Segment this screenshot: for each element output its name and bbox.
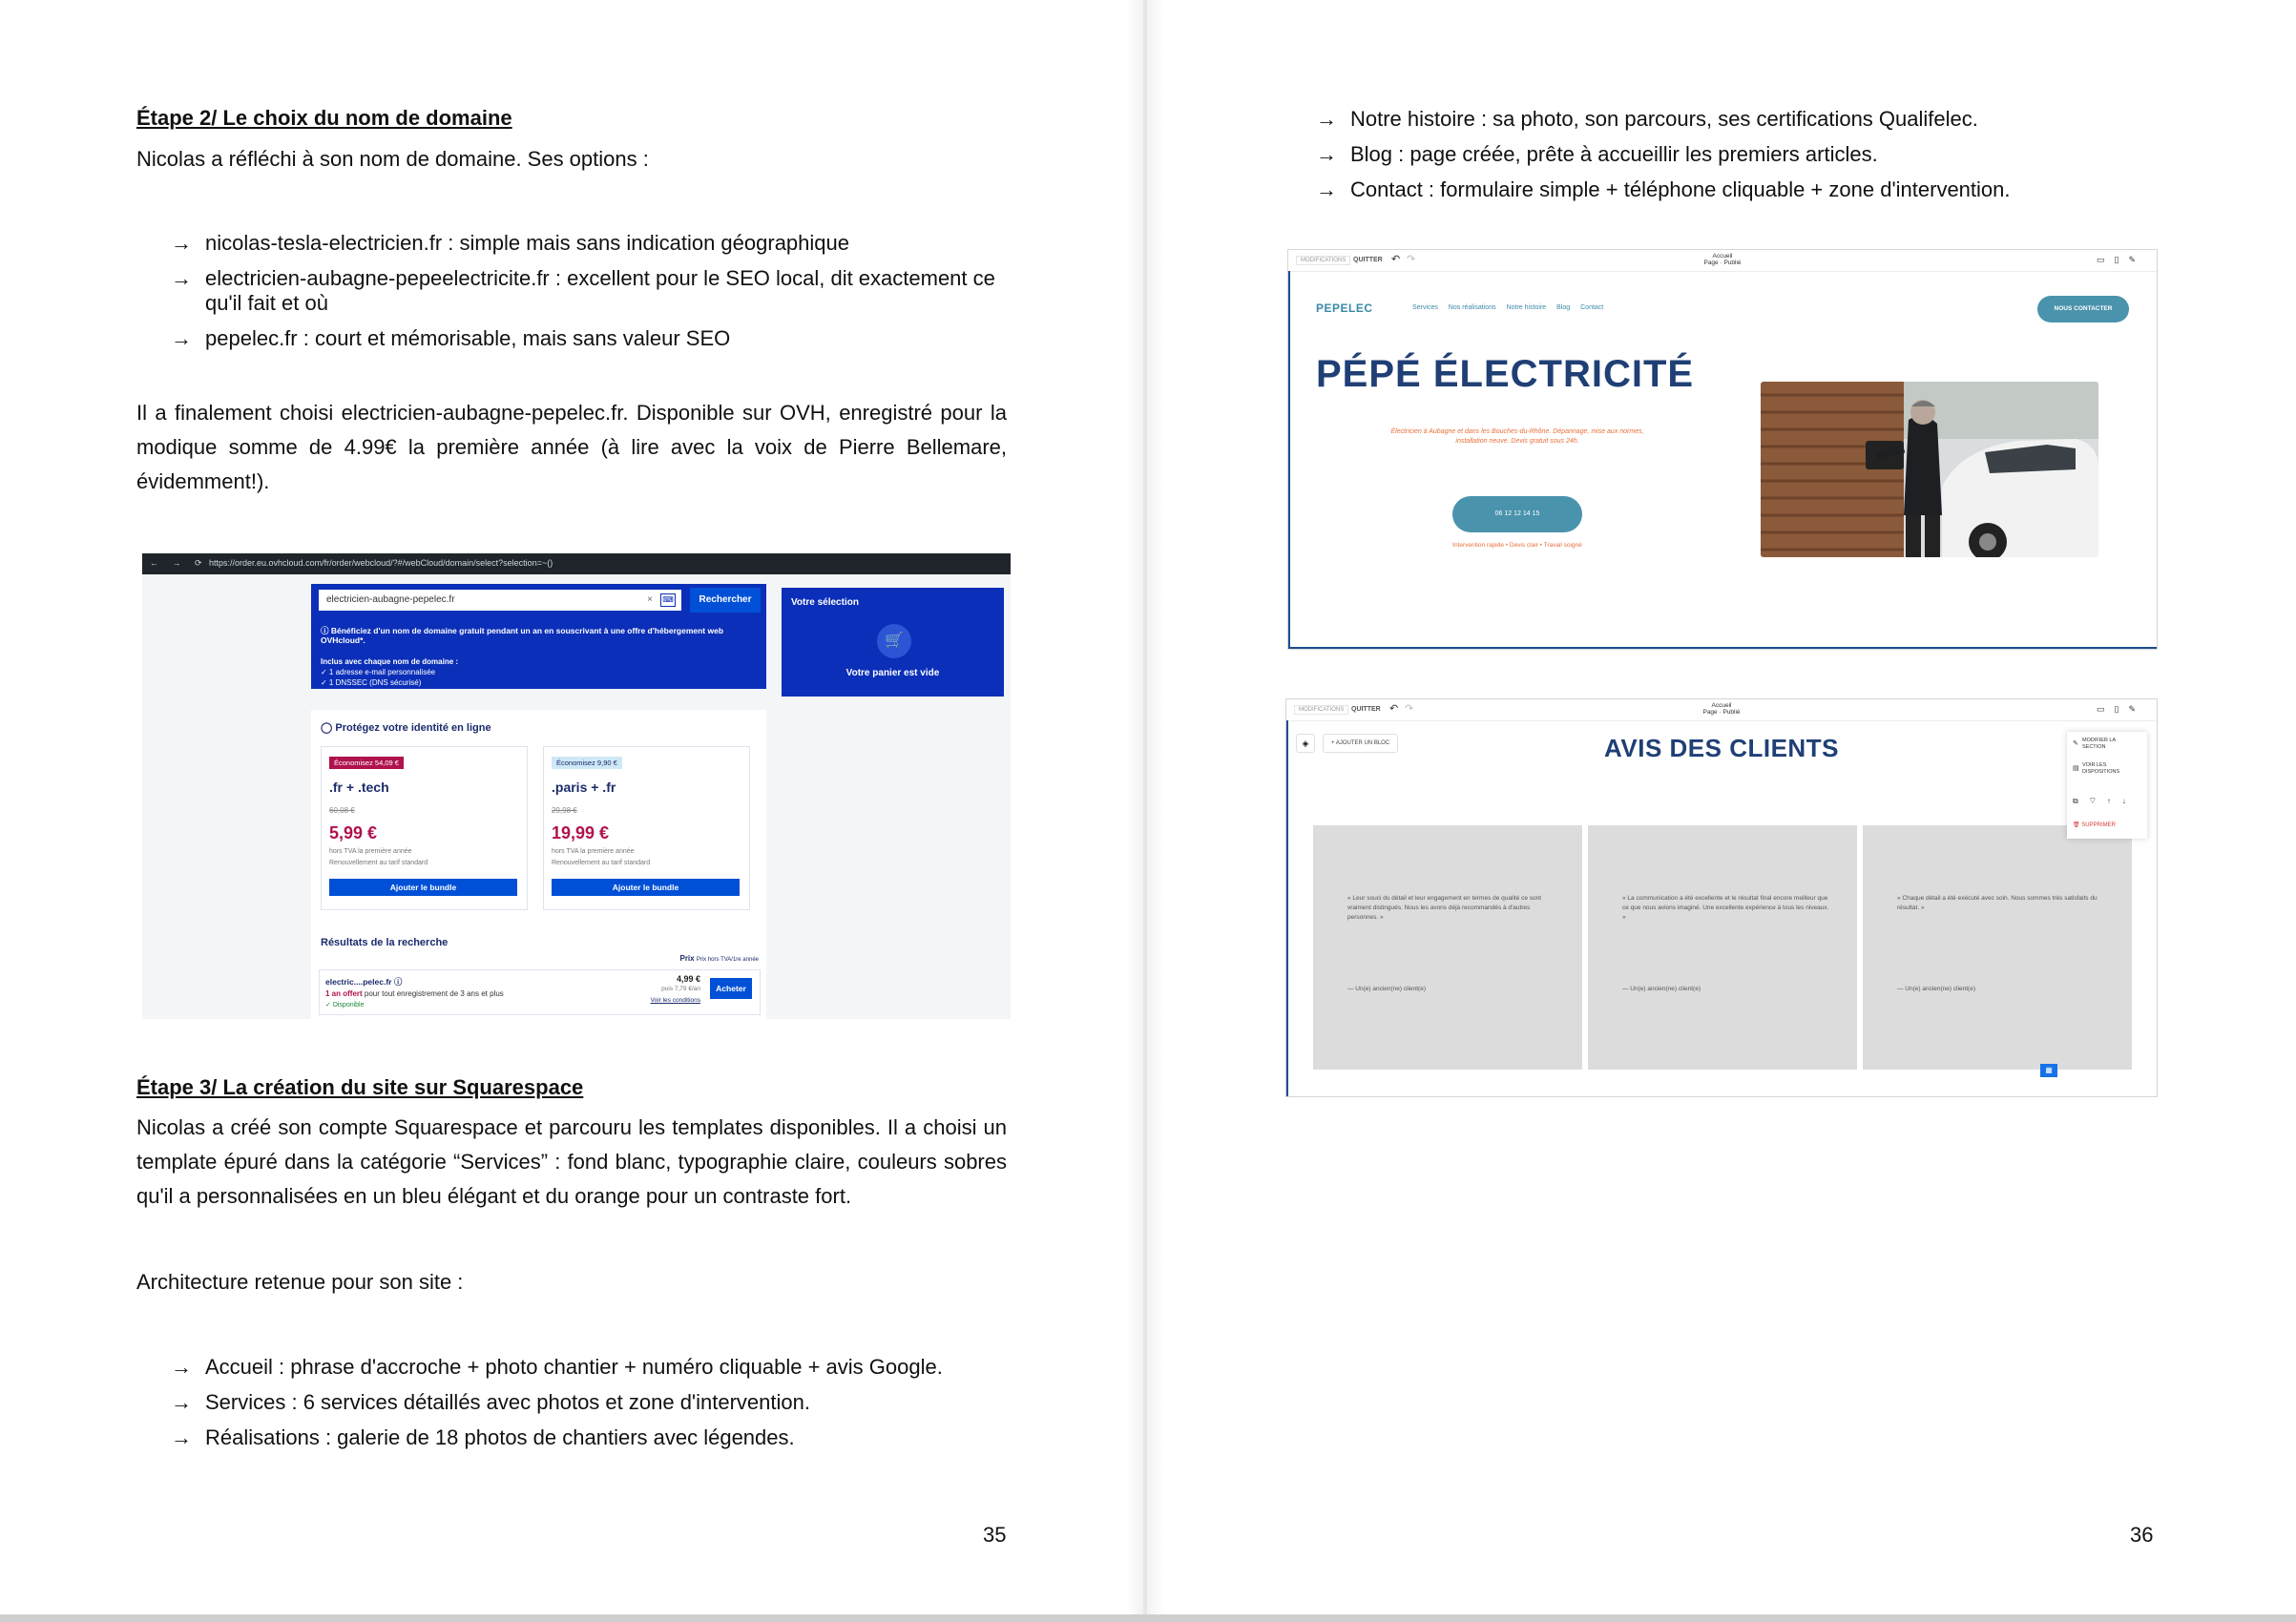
selection-border xyxy=(1288,647,2157,649)
cart-empty-text: Votre panier est vide xyxy=(845,668,940,678)
result-offer: 1 an offert pour tout enregistrement de 3 ans et plus xyxy=(325,989,504,998)
keyboard-icon: ⌨ xyxy=(660,593,676,607)
savings-badge: Économisez 9,90 € xyxy=(552,757,622,769)
search-button[interactable]: Rechercher xyxy=(690,588,761,613)
arrow-icon: → xyxy=(171,231,192,255)
edit-mode-badge: MODIFICATIONS xyxy=(1294,705,1348,715)
domain-search-input[interactable]: electricien-aubagne-pepelec.fr × ⌨ xyxy=(319,590,681,611)
list-item: → Notre histoire : sa photo, son parcours, ses certifications Qualifelec. xyxy=(1316,107,1978,131)
etape3-paragraph: Nicolas a créé son compte Squarespace et parcouru les templates disponibles. Il a choisi un template épuré dans la catégorie “Services” : fond blanc, typographie claire, couleurs sobres qu'il a personnalisées en un bleu élégant et du orange pour un contraste fort. xyxy=(136,1115,1007,1208)
bundles-panel xyxy=(311,710,766,1019)
info-icon: ⓘ xyxy=(393,977,403,987)
site-nav xyxy=(1412,304,1612,311)
arrow-icon: → xyxy=(1316,177,1337,201)
page-gutter-shadow xyxy=(1126,0,1143,1622)
included-features: Inclus avec chaque nom de domaine : ✓ 1 adresse e-mail personnalisée ✓ 1 DNSSEC (DNS sécurisé) xyxy=(321,657,459,687)
review-author: — Un(e) ancien(ne) client(e) xyxy=(1897,986,1976,992)
phone-note: Intervention rapide • Devis clair • Travail soigné xyxy=(1452,542,1582,549)
squarespace-home-screenshot xyxy=(1287,249,2158,650)
protect-identity-title: ◯ Protégez votre identité en ligne xyxy=(321,722,491,734)
add-bundle-button[interactable]: Ajouter le bundle xyxy=(552,879,740,896)
page-indicator: Accueil Page · Publié xyxy=(1702,702,1741,716)
add-block-button[interactable]: + AJOUTER UN BLOC xyxy=(1323,734,1398,753)
review-card[interactable] xyxy=(1863,825,2132,1070)
browser-address-bar xyxy=(142,553,1011,574)
bundle-price: 19,99 € xyxy=(552,823,610,842)
phone-button[interactable]: 06 12 12 14 15 xyxy=(1452,496,1582,532)
arrow-icon: → xyxy=(171,1425,192,1449)
domain-options-list xyxy=(171,231,1011,362)
device-preview-icons[interactable]: ▭▯✎ xyxy=(2097,704,2145,714)
architecture-list-continued xyxy=(1316,107,2232,213)
page-number: 36 xyxy=(2130,1523,2154,1547)
bundle-card xyxy=(321,746,528,910)
savings-badge: Économisez 54,09 € xyxy=(329,757,404,769)
price-note: hors TVA la première année xyxy=(552,848,635,855)
selection-border xyxy=(1288,271,1290,650)
bundle-name: .paris + .fr xyxy=(552,780,616,795)
buy-button[interactable]: Acheter xyxy=(710,978,752,999)
availability-status: ✓ Disponible xyxy=(325,1002,365,1009)
review-quote: « Chaque détail a été exécuté avec soin. Nous sommes très satisfaits du résultat. » xyxy=(1897,895,2098,911)
undo-icon[interactable]: ↶ xyxy=(1391,254,1401,265)
result-renewal: puis 7,79 €/an xyxy=(661,986,700,992)
search-results-title: Résultats de la recherche xyxy=(321,937,449,948)
undo-icon[interactable]: ↶ xyxy=(1389,703,1399,715)
old-price: 60,08 € xyxy=(329,806,355,815)
selection-border xyxy=(1286,720,1288,1097)
grid-icon[interactable]: ▦ xyxy=(2040,1064,2057,1077)
quit-button[interactable]: QUITTER xyxy=(1351,706,1381,713)
etape2-conclusion: Il a finalement choisi electricien-aubagne-pepelec.fr. Disponible sur OVH, enregistré pour la modique somme de 4.99€ la première année (à lire avec la voix de Pierre Bellemare, évidemment!). xyxy=(136,401,1007,493)
old-price: 29,98 € xyxy=(552,806,577,815)
architecture-list xyxy=(171,1355,1011,1461)
price-column-header: Prix Prix hors TVA/1re année xyxy=(679,954,759,963)
contact-cta-button[interactable]: NOUS CONTACTER xyxy=(2037,296,2129,322)
list-item: → electricien-aubagne-pepeelectricite.fr : excellent pour le SEO local, dit exactement ce qu'il fait et où xyxy=(171,266,995,315)
layouts-item[interactable]: VOIR LES DISPOSITIONS xyxy=(2082,762,2120,775)
pencil-icon: ✎ xyxy=(2073,740,2078,747)
hero-photo-electrician-charging-car xyxy=(1761,382,2098,557)
result-row xyxy=(319,969,761,1015)
cart-icon: 🛒 xyxy=(877,624,911,658)
domain-search-panel xyxy=(311,584,766,689)
price-note: hors TVA la première année xyxy=(329,848,412,855)
layers-icon[interactable]: ◈ xyxy=(1296,734,1315,753)
add-bundle-button[interactable]: Ajouter le bundle xyxy=(329,879,517,896)
list-item: → nicolas-tesla-electricien.fr : simple mais sans indication géographique xyxy=(171,231,849,255)
list-item: → Réalisations : galerie de 18 photos de chantiers avec légendes. xyxy=(171,1425,795,1449)
edit-mode-badge: MODIFICATIONS xyxy=(1296,256,1350,265)
nav-link[interactable]: Notre histoire xyxy=(1506,304,1547,311)
etape2-heading: Étape 2/ Le choix du nom de domaine xyxy=(136,106,512,130)
review-author: — Un(e) ancien(ne) client(e) xyxy=(1622,986,1701,992)
nav-link[interactable]: Nos réalisations xyxy=(1448,304,1496,311)
bundle-price: 5,99 € xyxy=(329,823,378,842)
info-icon: ⓘ xyxy=(321,626,331,635)
section-context-menu xyxy=(2067,732,2147,839)
cart-panel xyxy=(782,588,1004,697)
result-domain: electric....pelec.fr ⓘ xyxy=(325,977,403,987)
list-item: → Services : 6 services détaillés avec photos et zone d'intervention. xyxy=(171,1390,810,1414)
result-price: 4,99 € xyxy=(676,974,700,984)
architecture-intro: Architecture retenue pour son site : xyxy=(136,1270,464,1294)
browser-nav-icons: ← → ⟳ xyxy=(150,558,208,568)
page-indicator: Accueil Page · Publié xyxy=(1703,253,1742,266)
review-author: — Un(e) ancien(ne) client(e) xyxy=(1347,986,1427,992)
conditions-link[interactable]: Voir les conditions xyxy=(650,997,700,1004)
bundle-name: .fr + .tech xyxy=(329,780,389,795)
renewal-note: Renouvellement au tarif standard xyxy=(329,860,428,866)
etape2-intro: Nicolas a réfléchi à son nom de domaine. Ses options : xyxy=(136,147,649,171)
reviews-title: AVIS DES CLIENTS xyxy=(1604,734,1839,762)
editor-toolbar xyxy=(1288,250,2157,272)
review-card[interactable] xyxy=(1313,825,1582,1070)
clear-icon[interactable]: × xyxy=(647,594,653,605)
ovh-order-screenshot xyxy=(142,553,1011,1019)
review-quote: « Leur souci du détail et leur engagement en termes de qualité ce sont vraiment distingués. Nous les avons déjà recommandés à d'autres personnes. » xyxy=(1347,895,1542,921)
etape3-heading: Étape 3/ La création du site sur Squarespace xyxy=(136,1075,584,1099)
arrow-icon: → xyxy=(1316,107,1337,131)
editor-toolbar xyxy=(1286,699,2157,721)
section-action-icons[interactable]: ⧉♡↑↓ xyxy=(2073,797,2138,805)
review-quote: « La communication a été excellente et le résultat final encore meilleur que ce que nous avions imaginé. Une excellente expérience à tous les niveaux. » xyxy=(1622,895,1829,921)
arrow-icon: → xyxy=(171,1355,192,1379)
list-item: → Contact : formulaire simple + téléphone cliquable + zone d'intervention. xyxy=(1316,177,2011,201)
list-item: → Blog : page créée, prête à accueillir les premiers articles. xyxy=(1316,142,1878,166)
browser-url: https://order.eu.ovhcloud.com/fr/order/webcloud/?#/webCloud/domain/select?selection=~() xyxy=(209,558,553,568)
arrow-icon: → xyxy=(171,266,192,290)
hero-subtitle: Électricien à Aubagne et dans les Bouches-du-Rhône. Dépannage, mise aux normes, installation neuve. Devis gratuit sous 24h. xyxy=(1390,428,1644,445)
site-logo[interactable]: PEPELEC xyxy=(1316,302,1373,315)
page-35 xyxy=(0,0,1143,1622)
list-item: → Accueil : phrase d'accroche + photo chantier + numéro cliquable + avis Google. xyxy=(171,1355,943,1379)
review-card[interactable] xyxy=(1588,825,1857,1070)
renewal-note: Renouvellement au tarif standard xyxy=(552,860,651,866)
edit-section-item[interactable]: MODIFIER LA SECTION xyxy=(2082,738,2116,750)
squarespace-reviews-screenshot xyxy=(1285,698,2158,1097)
viewer-bottom-edge xyxy=(0,1614,2296,1622)
device-preview-icons[interactable]: ▭▯✎ xyxy=(2097,255,2145,264)
cart-title: Votre sélection xyxy=(791,597,859,608)
nav-link[interactable]: Blog xyxy=(1556,304,1571,311)
page-number: 35 xyxy=(983,1523,1007,1547)
arrow-icon: → xyxy=(171,326,192,350)
bundle-card xyxy=(543,746,750,910)
nav-link[interactable]: Contact xyxy=(1580,304,1604,311)
delete-item[interactable]: 🗑 SUPPRIMER xyxy=(2073,822,2116,828)
quit-button[interactable]: QUITTER xyxy=(1353,257,1383,263)
hero-title: PÉPÉ ÉLECTRICITÉ xyxy=(1316,353,1695,395)
redo-icon[interactable]: ↷ xyxy=(1407,254,1416,265)
redo-icon[interactable]: ↷ xyxy=(1405,703,1414,715)
promo-text: ⓘ Bénéficiez d'un nom de domaine gratuit pendant un an en souscrivant à une offre d'hébergement web OVHcloud*. xyxy=(321,626,724,645)
list-item: → pepelec.fr : court et mémorisable, mais sans valeur SEO xyxy=(171,326,731,350)
page-gutter-shadow xyxy=(1147,0,1164,1622)
nav-link[interactable]: Services xyxy=(1412,304,1438,311)
layout-icon: ▤ xyxy=(2073,765,2079,772)
arrow-icon: → xyxy=(1316,142,1337,166)
arrow-icon: → xyxy=(171,1390,192,1414)
